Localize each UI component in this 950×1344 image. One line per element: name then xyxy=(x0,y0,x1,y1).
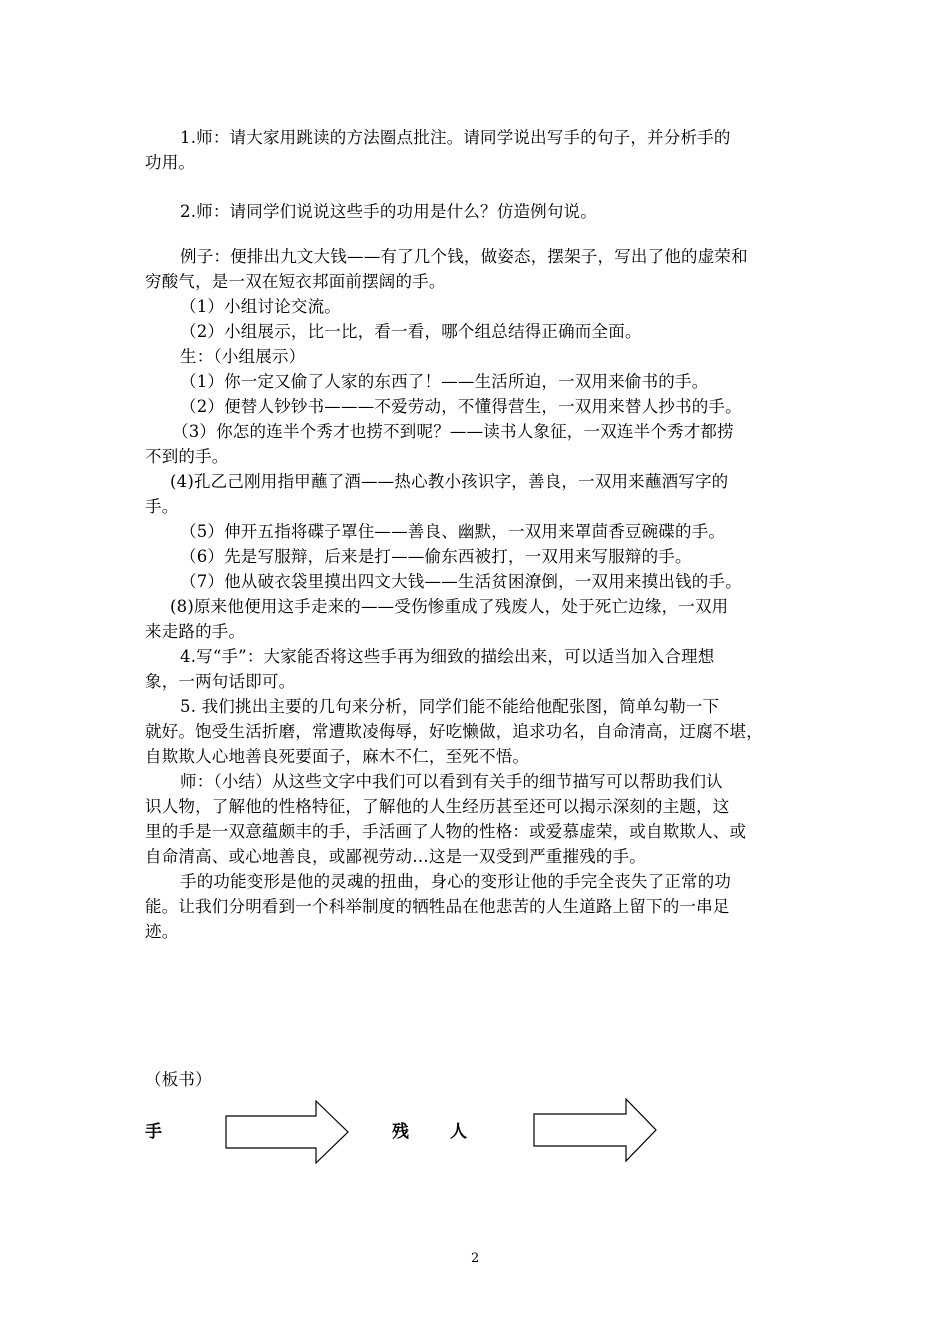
text-line: 师：（小结）从这些文字中我们可以看到有关手的细节描写可以帮助我们认 xyxy=(180,772,723,791)
text-line: 迹。 xyxy=(145,922,179,941)
text-line: 生：（小组展示） xyxy=(180,347,306,366)
board-disabled-label: 残 xyxy=(392,1122,409,1142)
text-line: （7）他从破衣袋里摸出四文大钱——生活贫困潦倒，一双用来摸出钱的手。 xyxy=(180,572,742,591)
text-line: （2）小组展示，比一比，看一看，哪个组总结得正确而全面。 xyxy=(180,322,642,341)
text-line: (4)孔乙己刚用指甲蘸了酒——热心教小孩识字，善良，一双用来蘸酒写字的 xyxy=(170,472,729,491)
board-person-label: 人 xyxy=(450,1122,467,1142)
text-line: (8)原来他便用这手走来的——受伤惨重成了残废人，处于死亡边缘，一双用 xyxy=(170,597,729,616)
text-line: 1.师：请大家用跳读的方法圈点批注。请同学说出写手的句子，并分析手的 xyxy=(180,128,731,147)
text-line: 能。让我们分明看到一个科举制度的牺牲品在他悲苦的人生道路上留下的一串足 xyxy=(145,897,730,916)
text-line: 自命清高、或心地善良，或鄙视劳动…这是一双受到严重摧残的手。 xyxy=(145,847,646,866)
text-line: 例子：便排出九文大钱——有了几个钱，做姿态，摆架子，写出了他的虚荣和 xyxy=(180,247,748,266)
board-hand-label: 手 xyxy=(145,1122,162,1142)
text-line: 4.写“手”：大家能否将这些手再为细致的描绘出来，可以适当加入合理想 xyxy=(180,647,715,666)
right-arrow-icon xyxy=(532,1096,660,1164)
page-number: 2 xyxy=(471,1251,480,1266)
text-line: 象，一两句话即可。 xyxy=(145,672,296,691)
text-line: 自欺欺人心地善良死要面子，麻木不仁，至死不悟。 xyxy=(145,747,530,766)
text-line: 手的功能变形是他的灵魂的扭曲，身心的变形让他的手完全丧失了正常的功 xyxy=(180,872,732,891)
text-line: 来走路的手。 xyxy=(145,622,246,641)
text-line: 不到的手。 xyxy=(145,447,229,466)
text-line: （1）小组讨论交流。 xyxy=(180,297,341,316)
text-line: （5）伸开五指将碟子罩住——善良、幽默，一双用来罩茴香豆碗碟的手。 xyxy=(180,522,726,541)
right-arrow-icon xyxy=(224,1098,352,1166)
text-line: 5. 我们挑出主要的几句来分析，同学们能不能给他配张图，简单勾勒一下 xyxy=(180,697,720,716)
text-line: 穷酸气，是一双在短衣邦面前摆阔的手。 xyxy=(145,272,446,291)
text-line: （2）便替人钞钞书———不爱劳动，不懂得营生，一双用来替人抄书的手。 xyxy=(180,397,742,416)
board-heading: （板书） xyxy=(145,1070,212,1089)
text-line: 手。 xyxy=(145,497,179,516)
text-line: 功用。 xyxy=(145,153,196,172)
text-line: （6）先是写服辩，后来是打——偷东西被打，一双用来写服辩的手。 xyxy=(180,547,692,566)
text-line: （3）你怎的连半个秀才也捞不到呢？——读书人象征，一双连半个秀才都捞 xyxy=(172,422,734,441)
text-line: 识人物，了解他的性格特征，了解他的人生经历甚至还可以揭示深刻的主题，这 xyxy=(145,797,730,816)
text-line: 2.师：请同学们说说这些手的功用是什么？仿造例句说。 xyxy=(180,202,597,221)
text-line: 里的手是一双意蕴颇丰的手，手活画了人物的性格：或爱慕虚荣，或自欺欺人、或 xyxy=(145,822,747,841)
text-line: （1）你一定又偷了人家的东西了！——生活所迫，一双用来偷书的手。 xyxy=(180,372,709,391)
text-line: 就好。饱受生活折磨，常遭欺凌侮辱，好吃懒做，追求功名，自命清高，迂腐不堪， xyxy=(145,722,763,741)
